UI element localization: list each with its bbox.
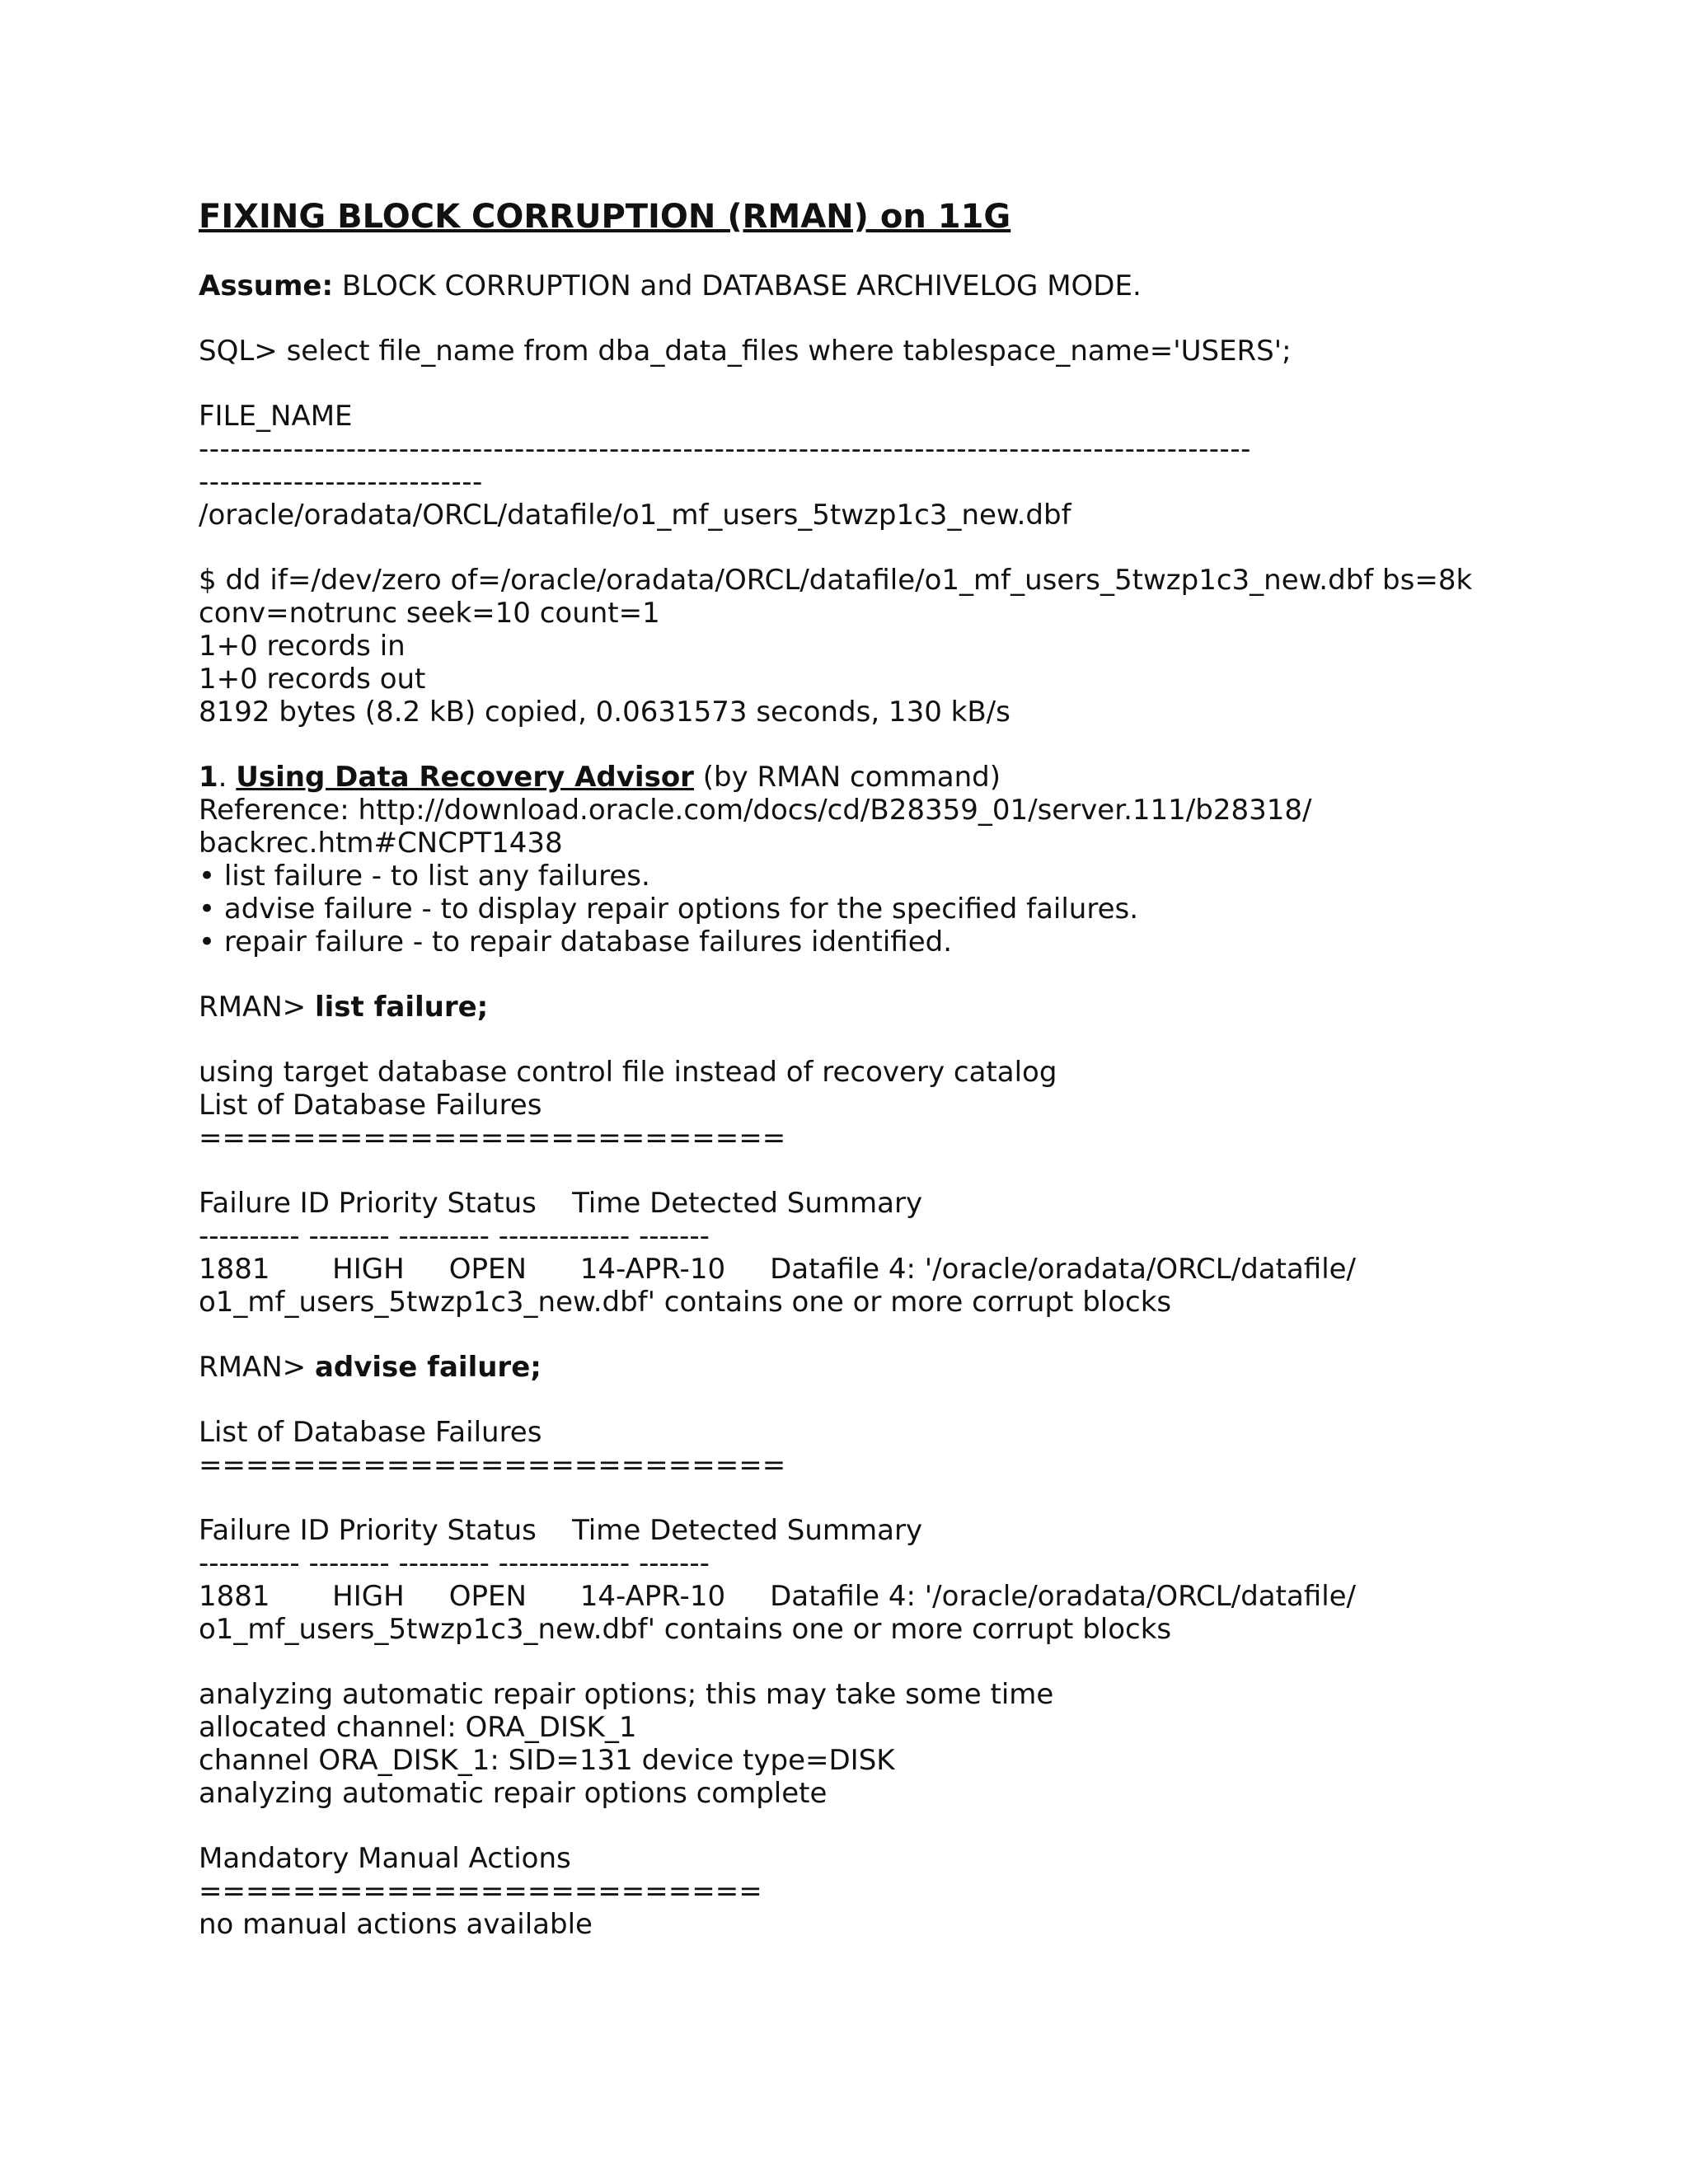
dd-output-line-2: 1+0 records out: [199, 663, 426, 696]
section-1-number: 1: [199, 761, 218, 794]
failure-table-rule-2: ---------- -------- --------- ------------- -------: [199, 1547, 710, 1580]
equals-rule: =========================: [199, 1122, 786, 1155]
document-title: FIXING BLOCK CORRUPTION (RMAN) on 11G: [199, 198, 1011, 236]
allocated-channel-line: allocated channel: ORA_DISK_1: [199, 1711, 637, 1744]
rman-prompt: RMAN>: [199, 1351, 315, 1384]
failure-row-2-line-1: 1881 HIGH OPEN 14-APR-10 Datafile 4: '/oracle/oradata/ORCL/datafile/: [199, 1580, 1357, 1613]
section-1-dot: .: [218, 761, 237, 794]
analyzing-complete-line: analyzing automatic repair options complete: [199, 1777, 828, 1810]
channel-info-line: channel ORA_DISK_1: SID=131 device type=DISK: [199, 1744, 895, 1777]
assume-text: BLOCK CORRUPTION and DATABASE ARCHIVELOG MODE.: [333, 269, 1142, 302]
reference-line-2: backrec.htm#CNCPT1438: [199, 827, 563, 860]
bullet-repair-failure: • repair failure - to repair database failures identified.: [199, 926, 953, 958]
sql-query-line: SQL> select file_name from dba_data_files where tablespace_name='USERS';: [199, 335, 1292, 368]
mandatory-actions-heading: Mandatory Manual Actions: [199, 1842, 571, 1875]
dd-command-line-2: conv=notrunc seek=10 count=1: [199, 597, 660, 630]
section-1-suffix: (by RMAN command): [693, 761, 1001, 794]
equals-rule-3: ========================: [199, 1875, 762, 1908]
assume-line: [199, 269, 1142, 302]
failure-row-line-2: o1_mf_users_5twzp1c3_new.dbf' contains one or more corrupt blocks: [199, 1286, 1172, 1319]
dd-command-line-1: $ dd if=/dev/zero of=/oracle/oradata/ORCL/datafile/o1_mf_users_5twzp1c3_new.dbf bs=8k: [199, 564, 1473, 597]
failure-table-header: Failure ID Priority Status Time Detected Summary: [199, 1187, 923, 1220]
assume-label: Assume:: [199, 269, 334, 302]
list-db-failures-heading-2: List of Database Failures: [199, 1416, 542, 1449]
advise-failure-command: advise failure;: [314, 1351, 542, 1384]
dd-output-line-3: 8192 bytes (8.2 kB) copied, 0.0631573 seconds, 130 kB/s: [199, 696, 1010, 729]
failure-table-header-2: Failure ID Priority Status Time Detected Summary: [199, 1514, 923, 1547]
rman-prompt: RMAN>: [199, 991, 315, 1024]
no-manual-actions-line: no manual actions available: [199, 1908, 593, 1941]
list-failure-command: list failure;: [314, 991, 489, 1024]
bullet-advise-failure: • advise failure - to display repair options for the specified failures.: [199, 893, 1139, 926]
section-1-heading: [199, 761, 1001, 794]
rman-advise-failure-line: [199, 1351, 542, 1384]
file-name-header: FILE_NAME: [199, 400, 353, 433]
bullet-list-failure: • list failure - to list any failures.: [199, 860, 650, 893]
section-1-title: Using Data Recovery Advisor: [236, 761, 694, 794]
reference-line-1: Reference: http://download.oracle.com/docs/cd/B28359_01/server.111/b28318/: [199, 794, 1312, 827]
rman-list-failure-line: [199, 991, 488, 1024]
dd-output-line-1: 1+0 records in: [199, 630, 406, 663]
failure-row-line-1: 1881 HIGH OPEN 14-APR-10 Datafile 4: '/oracle/oradata/ORCL/datafile/: [199, 1253, 1357, 1286]
list-db-failures-heading: List of Database Failures: [199, 1089, 542, 1122]
datafile-path-line: /oracle/oradata/ORCL/datafile/o1_mf_users_5twzp1c3_new.dbf: [199, 499, 1071, 532]
dash-rule-short: ---------------------------: [199, 466, 483, 499]
using-target-line: using target database control file instead of recovery catalog: [199, 1056, 1057, 1089]
failure-table-rule: ---------- -------- --------- ------------- -------: [199, 1220, 710, 1253]
dash-rule-long: ----------------------------------------------------------------------------------------------------: [199, 433, 1251, 466]
failure-row-2-line-2: o1_mf_users_5twzp1c3_new.dbf' contains one or more corrupt blocks: [199, 1613, 1172, 1646]
analyzing-line: analyzing automatic repair options; this may take some time: [199, 1678, 1054, 1711]
equals-rule-2: =========================: [199, 1449, 786, 1482]
